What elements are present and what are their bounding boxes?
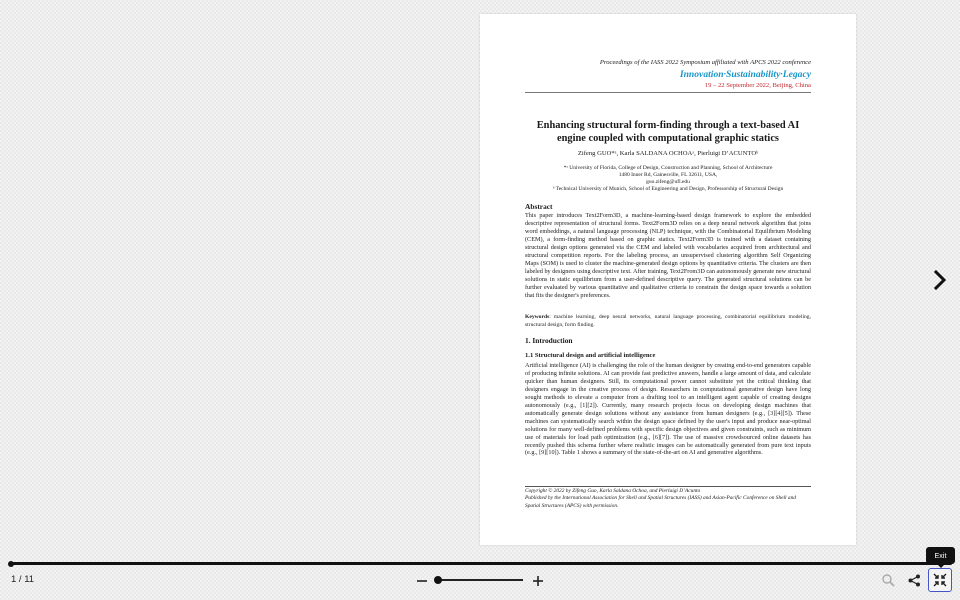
search-icon	[881, 573, 896, 588]
exit-fullscreen-button[interactable]	[928, 568, 952, 592]
page-seek-handle[interactable]	[8, 561, 14, 567]
minus-icon	[415, 574, 429, 588]
keywords-text: : machine learning, deep neural networks, natural language processing, combinatorial equilibrium modeling, structural design, form finding.	[525, 314, 811, 328]
keywords	[525, 314, 811, 329]
affiliation-a-line1: *ᵃ University of Florida, College of Design, Construction and Planning, School of Architecture	[563, 165, 773, 171]
plus-icon	[531, 574, 545, 588]
subsection-heading: 1.1 Structural design and artificial intelligence	[525, 352, 656, 359]
header-proceedings: Proceedings of the IASS 2022 Symposium affiliated with APCS 2022 conference	[599, 59, 811, 66]
keywords-label: Keywords	[525, 314, 550, 320]
affiliations	[525, 165, 811, 193]
chevron-right-icon	[928, 268, 952, 292]
next-page-button[interactable]	[928, 268, 952, 292]
abstract-heading: Abstract	[525, 202, 553, 211]
page-counter: 1 / 11	[11, 574, 35, 585]
affiliation-a-email: guo.zifeng@ufl.edu	[646, 179, 690, 186]
footer-divider	[525, 486, 811, 487]
share-button[interactable]	[907, 573, 922, 588]
zoom-slider-track[interactable]	[437, 579, 523, 581]
footer-published: Published by the International Association for Shell and Spatial Structures (IASS) and Asian-Pacific Conference on Shell and Spatial Structures (APCS) with permission.	[525, 495, 796, 509]
page-footer	[525, 488, 811, 510]
exit-fullscreen-icon	[933, 573, 947, 587]
zoom-slider-handle[interactable]	[434, 576, 442, 584]
header-brand: Innovation·Sustainability·Legacy	[679, 69, 811, 80]
zoom-out-button[interactable]	[415, 573, 429, 587]
footer-copyright: Copyright © 2022 by Zifeng Guo, Karla Saldana Ochoa, and Pierluigi D’Acunto	[525, 488, 701, 494]
introduction-text: Artificial intelligence (AI) is challenging the role of the human designer by creating end-to-end generators capable of producing infinite solutions. AI can provide fast predictive answers, handle a large amount of data, and calculate quicker than human designers. Still, its computational power cannot substitute yet the critical thinking that designers engage in the creative process of design. Researchers in computational generative design have long sought methods to elevate a computer from a drafting tool to an intelligent agent capable of creating designs autonomously (e.g., [1][2]). Currently, many research projects focus on developing design machines that automatically generate design solutions without any assistance from human designers (e.g., [3][4][5]). These machines can systematically search within the design space defined by the user's input and produce near-optimal solutions for many well-defined problems with specific design objectives and given constraints, such as minimum use of materials for load path optimization (e.g., [6][7]). The use of massive crowdsourced online datasets has recently pushed this schema further where realistic images can be automatically generated from pure text inputs (e.g., [9][10]). Table 1 shows a summary of the state-of-the-art on AI and generative algorithms.	[525, 362, 811, 457]
share-icon	[907, 573, 922, 588]
page-seek-bar[interactable]	[10, 562, 952, 565]
affiliation-b: ᵇ Technical University of Munich, School of Engineering and Design, Professorship of Structural Design	[552, 186, 784, 193]
affiliation-a-line2: 1480 Inner Rd, Gainesville, FL 32611, USA,	[618, 172, 718, 179]
abstract-text: This paper introduces Text2Form3D, a machine-learning-based design framework to explore the embedded descriptive representation of structural forms. Text2Form3D relies on a deep neural network algorithm that joins word embeddings, a natural language processing (NLP) technique, with the Combinatorial Equilibrium Modeling (CEM), a form-finding method based on graphic statics. Text2Form3D is trained with a dataset containing structural design options generated via the CEM and labeled with vocabularies acquired from architectural and structural competition reports. For the labeling process, an unsupervised clustering algorithm Self Organizing Maps (SOM) is used to cluster the machine-generated design options by quantitative criteria. The clusters are then labeled by designers using descriptive text. After training, Text2From3D can autonomously generate new structural solutions in static equilibrium from a user-defined descriptive query. The generated structural solutions can be further evaluated by various quantitative and qualitative criteria to constrain the design space towards a solution that fits the designer's preferences.	[525, 212, 811, 299]
header-divider	[525, 92, 811, 93]
search-button[interactable]	[881, 573, 896, 588]
header-date: 19 – 22 September 2022, Beijing, China	[704, 82, 811, 89]
section-heading-introduction: 1. Introduction	[525, 336, 573, 345]
paper-title: Enhancing structural form-finding through a text-based AI engine coupled with computational graphic statics	[536, 120, 800, 144]
pdf-page	[480, 14, 856, 545]
paper-authors: Zifeng GUO*ᵃ, Karla SALDANA OCHOAᵃ, Pierluigi D’ACUNTOᵇ	[577, 150, 759, 157]
zoom-in-button[interactable]	[531, 573, 545, 587]
exit-tooltip: Exit	[926, 547, 955, 564]
